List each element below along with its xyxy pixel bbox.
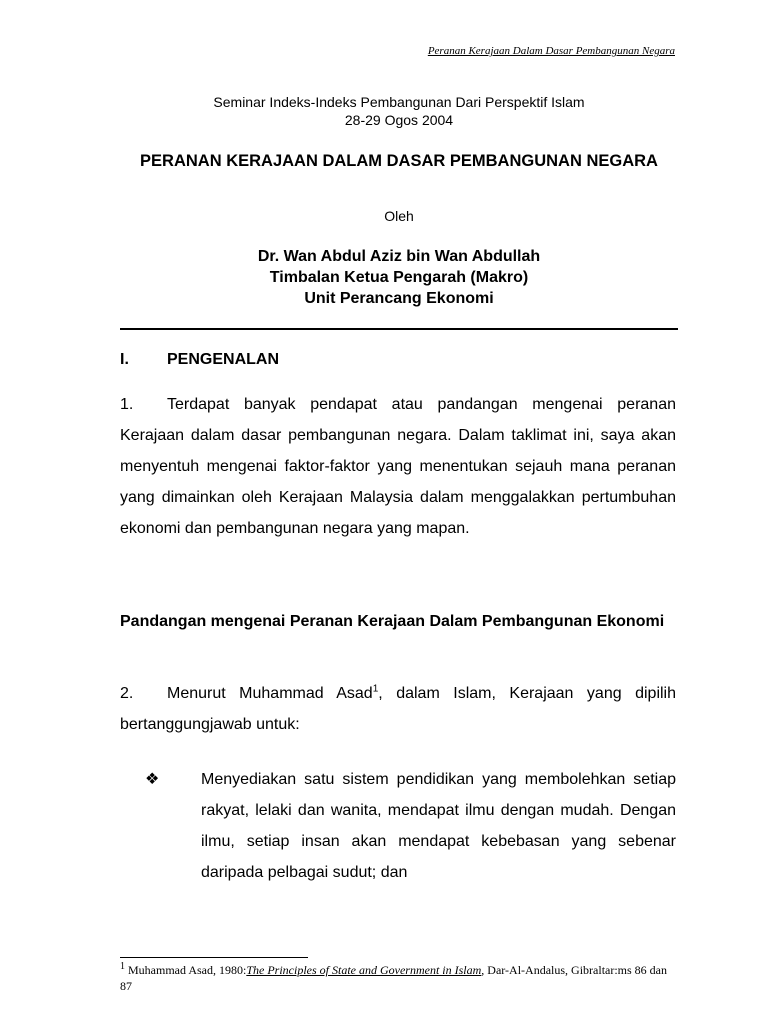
paragraph-text-end: , dalam Islam, Kerajaan yang dipilih bertanggungjawab untuk: bbox=[120, 685, 677, 733]
document-title: PERANAN KERAJAAN DALAM DASAR PEMBANGUNAN NEGARA bbox=[140, 152, 658, 170]
author-block bbox=[120, 246, 678, 309]
footnote-reference[interactable]: 1 bbox=[372, 683, 379, 695]
title-divider bbox=[120, 328, 678, 330]
footnote-marker: 1 bbox=[120, 961, 125, 972]
author-name: Dr. Wan Abdul Aziz bin Wan Abdullah bbox=[257, 248, 541, 265]
paragraph-number: 1. bbox=[120, 396, 134, 413]
byline-label: Oleh bbox=[384, 208, 414, 224]
author-unit: Unit Perancang Ekonomi bbox=[304, 290, 494, 307]
footnote-publisher: , Dar-Al-Andalus, Gibraltar:ms 86 dan 87 bbox=[120, 963, 668, 993]
section-heading bbox=[120, 351, 279, 369]
footnote-divider bbox=[120, 957, 308, 958]
section-number: I. bbox=[120, 351, 129, 368]
running-header: Peranan Kerajaan Dalam Dasar Pembangunan Negara bbox=[427, 45, 675, 57]
section-title: PENGENALAN bbox=[167, 351, 280, 368]
paragraph-1 bbox=[120, 389, 676, 544]
paragraph-2 bbox=[120, 678, 676, 740]
paragraph-number: 2. bbox=[120, 685, 134, 702]
diamond-bullet-icon: ❖ bbox=[145, 771, 160, 788]
author-position: Timbalan Ketua Pengarah (Makro) bbox=[269, 269, 529, 286]
footnote-book-title: The Principles of State and Government in Islam bbox=[246, 963, 482, 977]
seminar-info bbox=[120, 93, 678, 129]
paragraph-text-start: Menurut Muhammad Asad bbox=[167, 685, 373, 702]
footnote-author: Muhammad Asad, 1980: bbox=[125, 963, 247, 977]
seminar-date: 28-29 Ogos 2004 bbox=[344, 112, 454, 128]
subheading: Pandangan mengenai Peranan Kerajaan Dalam Pembangunan Ekonomi bbox=[120, 613, 665, 630]
seminar-title: Seminar Indeks-Indeks Pembangunan Dari Perspektif Islam bbox=[213, 94, 585, 110]
paragraph-text: Terdapat banyak pendapat atau pandangan mengenai peranan Kerajaan dalam dasar pembangunan negara. Dalam taklimat ini, saya akan menyentuh mengenai faktor-faktor yang menentukan sejauh mana peranan yang dimainkan oleh Kerajaan Malaysia dalam menggalakkan pertumbuhan ekonomi dan pembangunan negara yang mapan. bbox=[120, 396, 676, 537]
footnote bbox=[120, 962, 678, 994]
bullet-text: Menyediakan satu sistem pendidikan yang membolehkan setiap rakyat, lelaki dan wanita, mendapat ilmu dengan mudah. Dengan ilmu, setiap insan akan mendapat kebebasan yang sebenar daripada pelbagai sudut; dan bbox=[201, 771, 676, 881]
